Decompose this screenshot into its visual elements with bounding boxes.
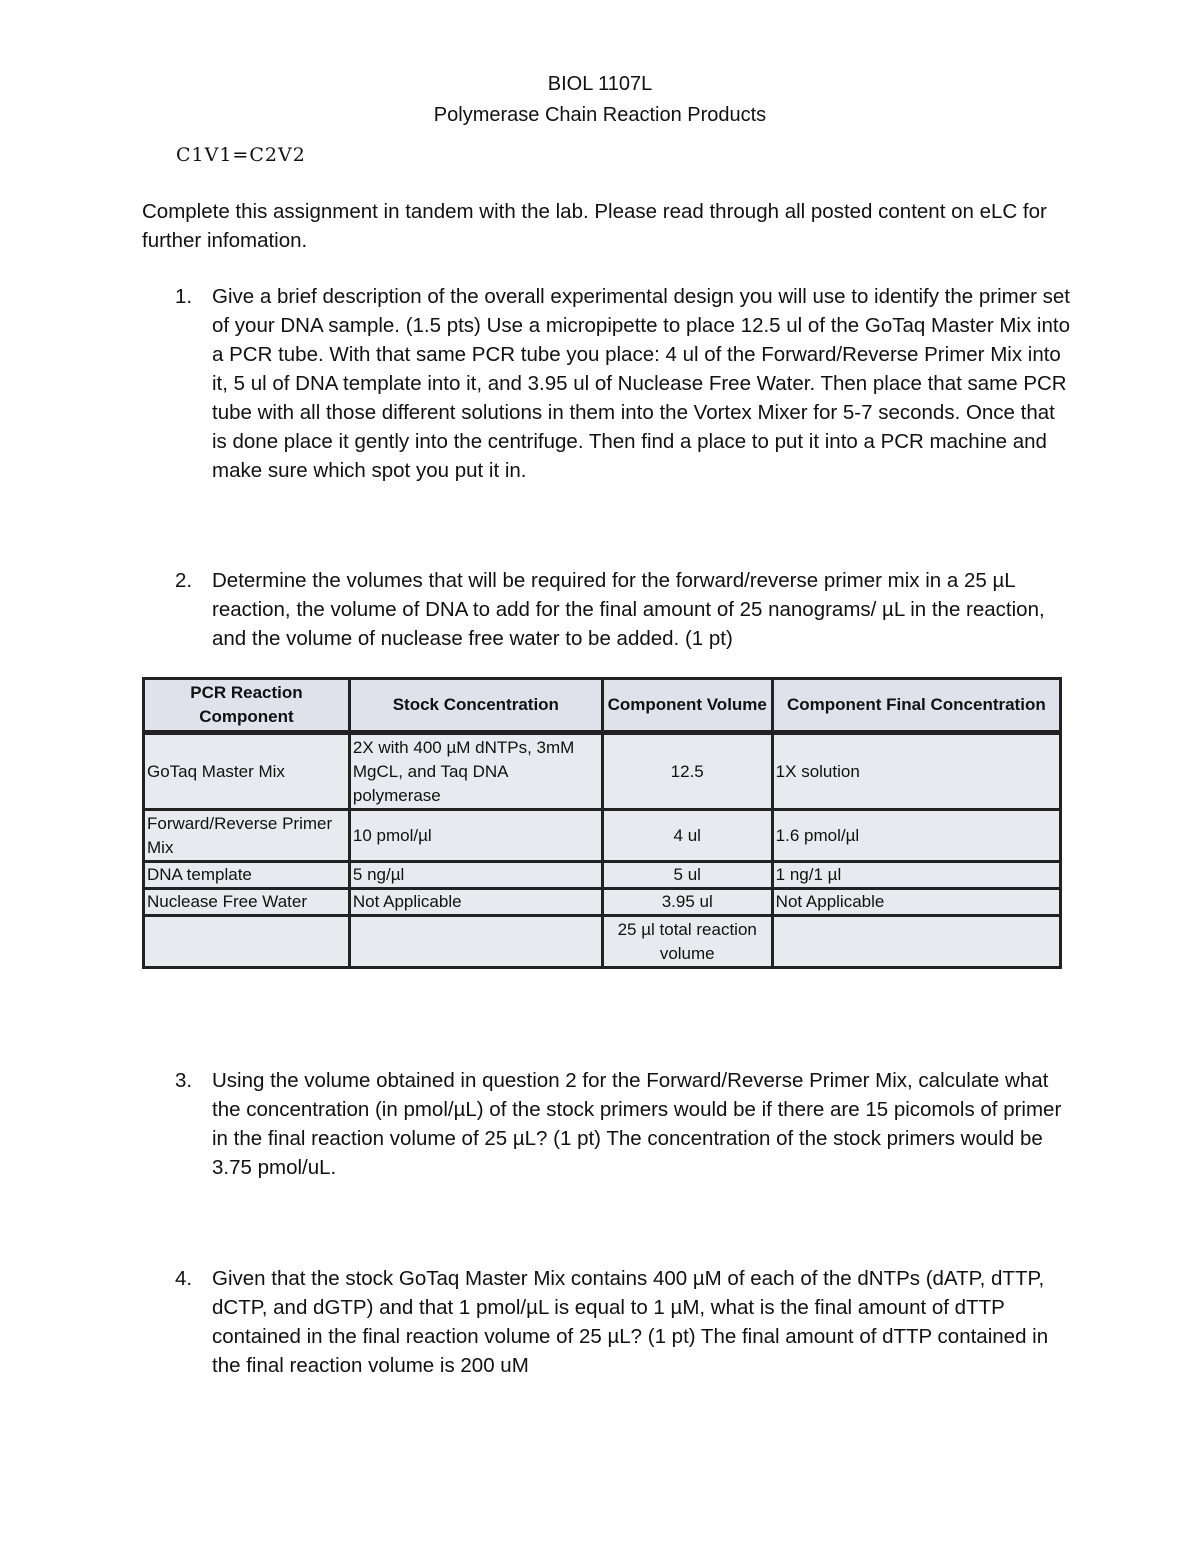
table-header-row <box>145 680 1062 735</box>
question-text: Determine the volumes that will be required for the forward/reverse primer mix in a 25 µL reaction, the volume of DNA to add for the final amount of 25 nanograms/ µL in the reaction, and the volume of nuclease free water to be added. (1 pt) <box>212 569 1045 650</box>
table-cell: 4 ul <box>604 811 774 863</box>
table-row <box>145 917 1062 969</box>
table-cell: 10 pmol/µl <box>351 811 604 863</box>
question-number: 3. <box>175 1069 193 1092</box>
table-cell <box>351 917 604 969</box>
table-cell <box>145 917 351 969</box>
table-row <box>145 890 1062 917</box>
table-cell: Forward/Reverse Primer Mix <box>145 811 351 863</box>
table-cell: 3.95 ul <box>604 890 774 917</box>
table-cell: DNA template <box>145 863 351 890</box>
question-text: Using the volume obtained in question 2 for the Forward/Reverse Primer Mix, calculate what the concentration (in pmol/µL) of the stock primers would be if there are 15 picomols of primer in the final reaction volume of 25 µL? (1 pt) The concentration of the stock primers would be 3.75 pmol/uL. <box>212 1069 1062 1179</box>
question-text: Given that the stock GoTaq Master Mix contains 400 µM of each of the dNTPs (dATP, dTTP, dCTP, and dGTP) and that 1 pmol/µL is equal to 1 µM, what is the final amount of dTTP contained in the final reaction volume of 25 µL? (1 pt) The final amount of dTTP contained in the final reaction volume is 200 uM <box>212 1267 1049 1377</box>
header-cell: Component Volume <box>604 680 774 735</box>
document-title: Polymerase Chain Reaction Products <box>433 104 767 126</box>
pcr-reaction-table <box>142 677 1062 969</box>
table-cell: Nuclease Free Water <box>145 890 351 917</box>
header-cell: Stock Concentration <box>351 680 604 735</box>
question-4 <box>142 1264 1072 1380</box>
header-cell: Component Final Concentration <box>774 680 1062 735</box>
question-number: 4. <box>175 1267 193 1290</box>
table-cell: Not Applicable <box>774 890 1062 917</box>
question-number: 1. <box>175 285 193 308</box>
question-text: Give a brief description of the overall experimental design you will use to identify the primer set of your DNA sample. (1.5 pts) Use a micropipette to place 12.5 ul of the GoTaq Master Mix into a PCR tube. With that same PCR tube you place: 4 ul of the Forward/Reverse Primer Mix into it, 5 ul of DNA template into it, and 3.95 ul of Nuclease Free Water. Then place that same PCR tube with all those different solutions in them into the Vortex Mixer for 5-7 seconds. Once that is done place it gently into the centrifuge. Then find a place to put it into a PCR machine and make sure which spot you put it in. <box>212 285 1071 482</box>
question-number: 2. <box>175 569 193 592</box>
table-cell: Not Applicable <box>351 890 604 917</box>
table-row <box>145 811 1062 863</box>
dilution-formula: C1V1=C2V2 <box>176 144 306 166</box>
course-code: BIOL 1107L <box>547 73 653 95</box>
table-cell: 1.6 pmol/µl <box>774 811 1062 863</box>
table-cell <box>774 917 1062 969</box>
table-cell: 1X solution <box>774 735 1062 811</box>
question-1 <box>142 282 1072 485</box>
table-cell: 5 ul <box>604 863 774 890</box>
question-2 <box>142 566 1072 653</box>
intro-paragraph: Complete this assignment in tandem with the lab. Please read through all posted content on eLC for further infomation. <box>142 200 1047 252</box>
table-cell: GoTaq Master Mix <box>145 735 351 811</box>
table-cell: 5 ng/µl <box>351 863 604 890</box>
table-cell: 25 µl total reaction volume <box>604 917 774 969</box>
header-cell: PCR Reaction Component <box>145 680 351 735</box>
table-cell: 2X with 400 µM dNTPs, 3mM MgCL, and Taq DNA polymerase <box>351 735 604 811</box>
table-cell: 12.5 <box>604 735 774 811</box>
table-cell: 1 ng/1 µl <box>774 863 1062 890</box>
table-row <box>145 863 1062 890</box>
table-row <box>145 735 1062 811</box>
question-3 <box>142 1066 1072 1182</box>
